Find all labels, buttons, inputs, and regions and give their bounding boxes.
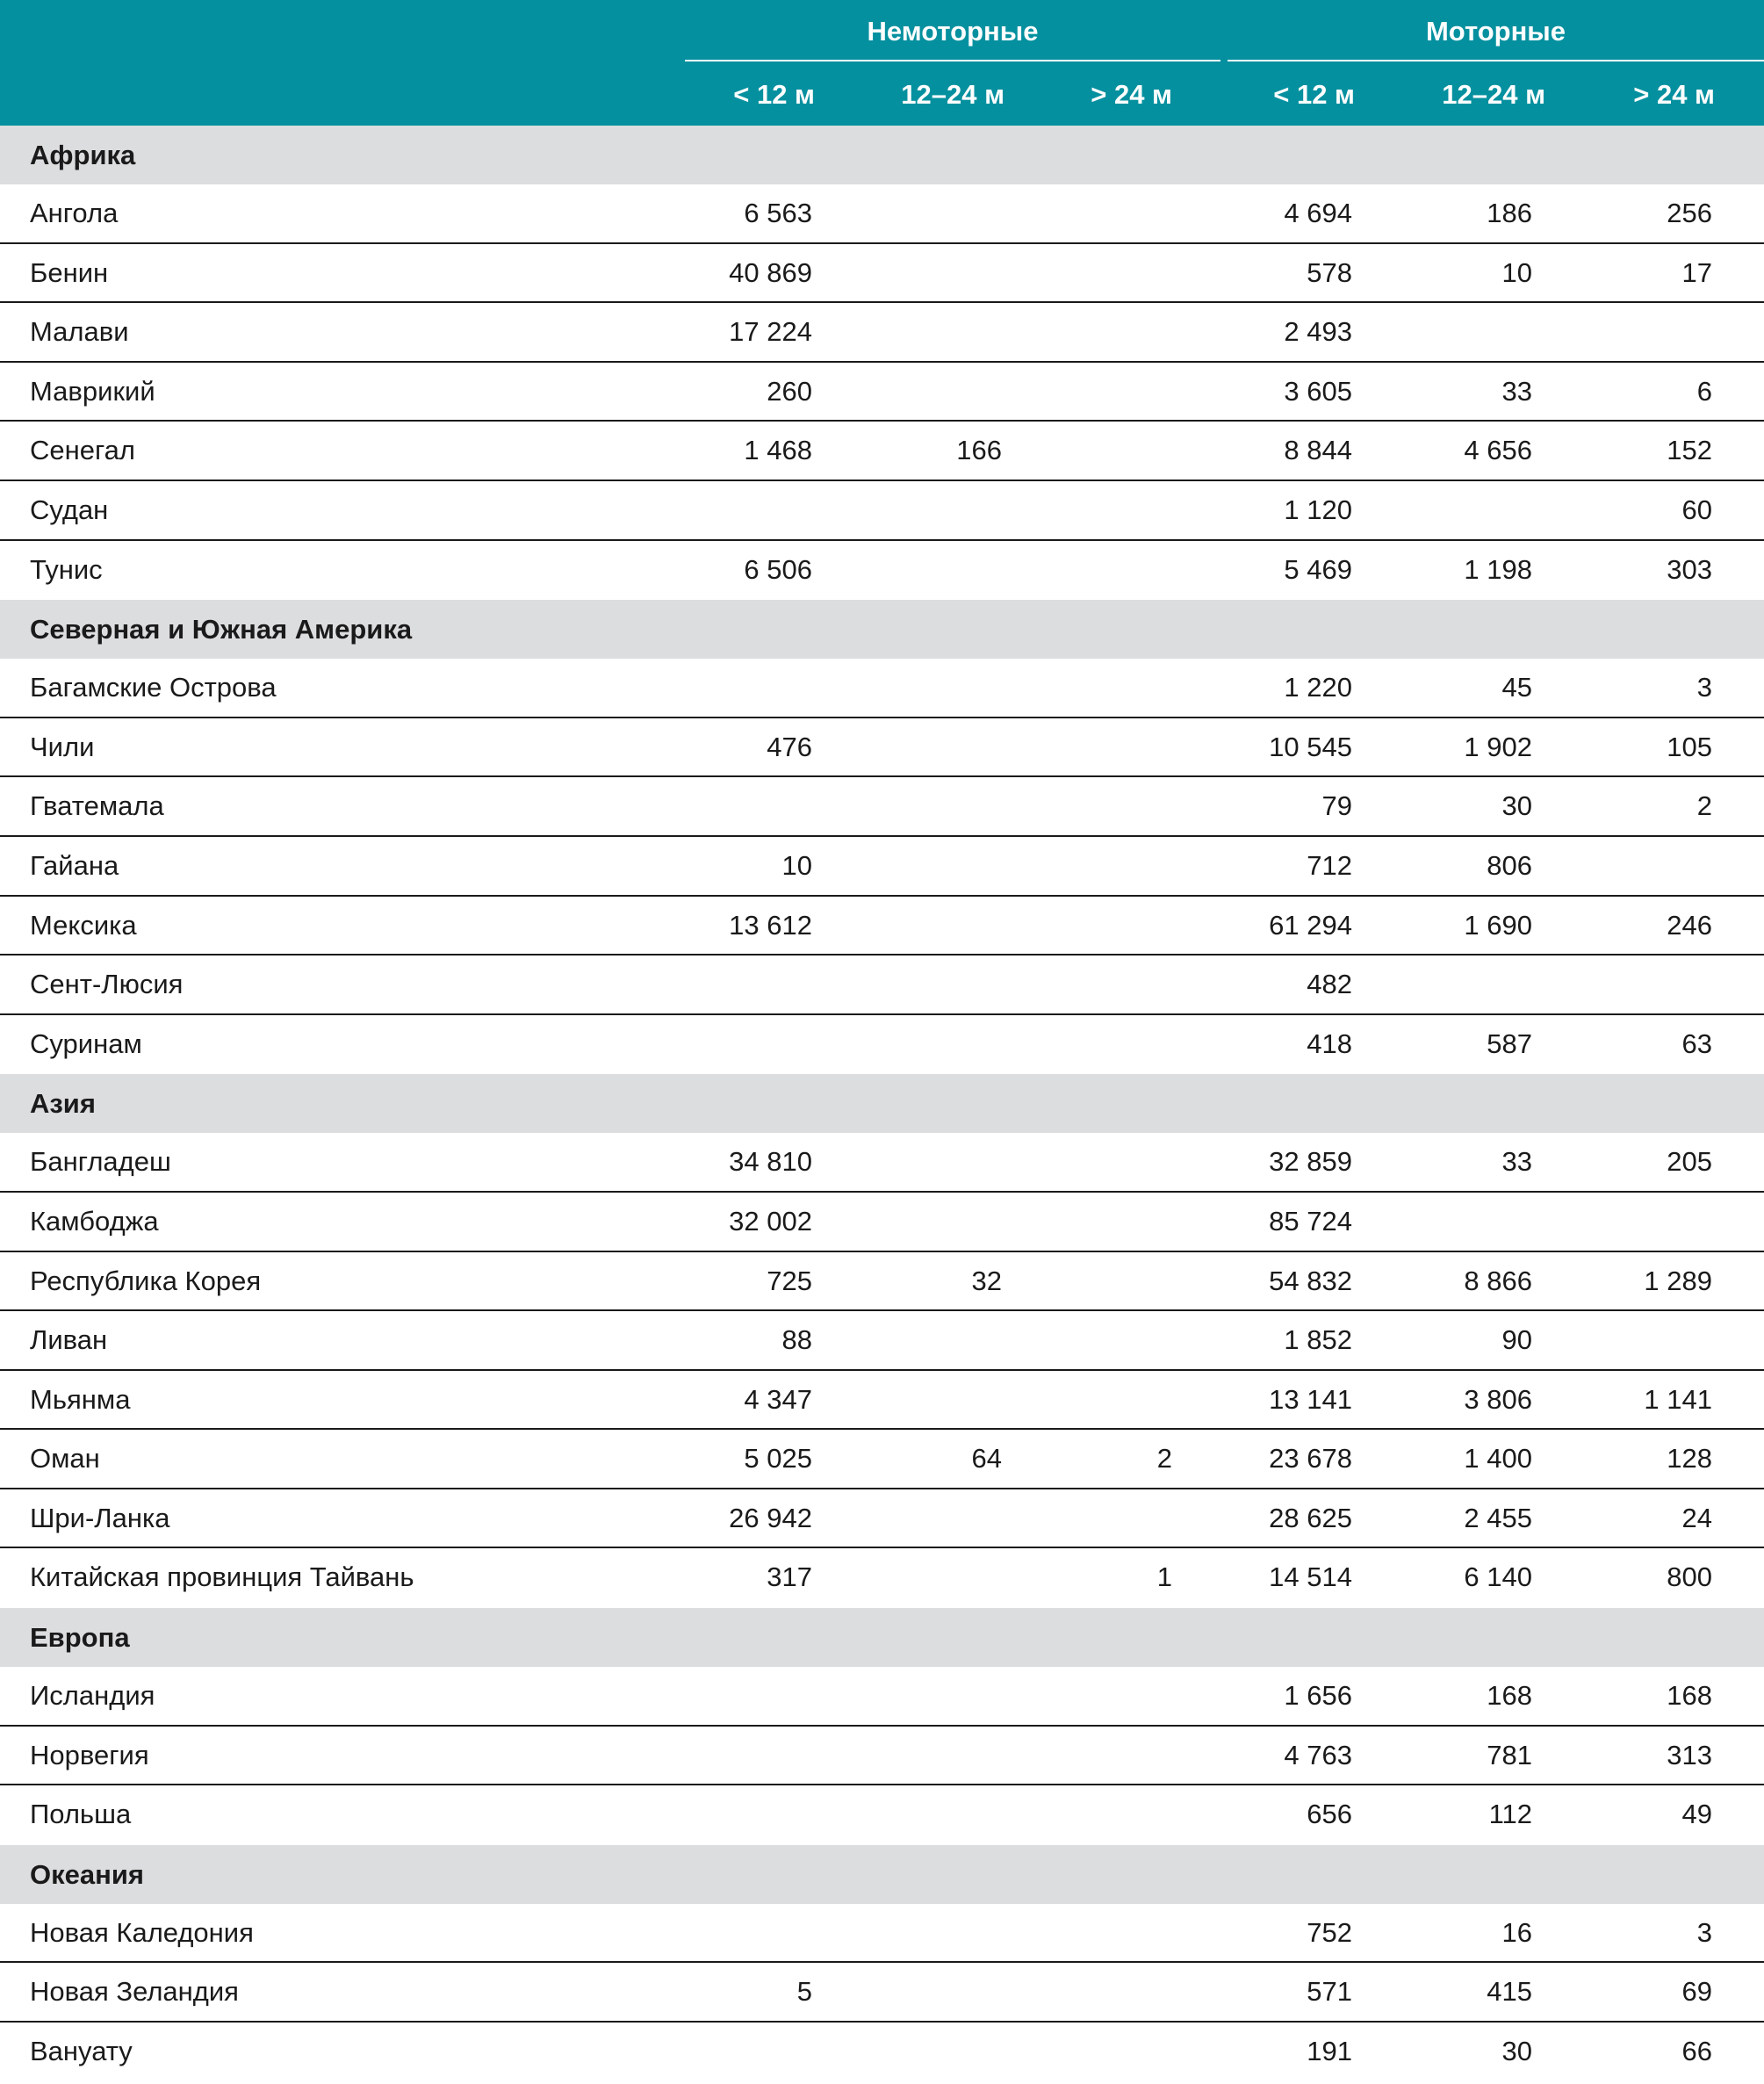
value-cell-non-motorized-gt24 xyxy=(997,244,1172,302)
country-cell: Вануату xyxy=(30,2036,133,2067)
value-cell-non-motorized-lt12 xyxy=(637,1904,812,1962)
value-cell-motorized-12-24: 30 xyxy=(1501,2036,1532,2067)
value-cell-motorized-12-24: 45 xyxy=(1501,672,1532,703)
table-row xyxy=(0,184,1764,244)
country-cell: Новая Каледония xyxy=(30,1916,254,1948)
value-cell-non-motorized-gt24 xyxy=(997,184,1172,242)
value-cell-non-motorized-lt12: 317 xyxy=(767,1561,812,1593)
country-cell: Новая Зеландия xyxy=(30,1976,239,2008)
value-cell-motorized-lt12: 5 469 xyxy=(1284,553,1352,585)
country-cell: Багамские Острова xyxy=(30,672,277,703)
value-cell-motorized-lt12: 3 605 xyxy=(1284,375,1352,407)
value-cell-non-motorized-lt12: 32 002 xyxy=(729,1205,812,1237)
value-cell-non-motorized-lt12: 26 942 xyxy=(729,1502,812,1533)
value-cell-non-motorized-gt24 xyxy=(997,897,1172,955)
value-cell-motorized-lt12: 10 545 xyxy=(1269,731,1352,762)
value-cell-motorized-12-24: 806 xyxy=(1487,849,1532,881)
value-cell-non-motorized-12-24 xyxy=(826,1311,1002,1369)
value-cell-non-motorized-12-24 xyxy=(826,837,1002,895)
value-cell-motorized-12-24 xyxy=(1357,1193,1532,1251)
value-cell-motorized-lt12: 656 xyxy=(1307,1799,1352,1830)
table-row xyxy=(0,837,1764,897)
value-cell-motorized-12-24 xyxy=(1357,303,1532,361)
country-cell: Суринам xyxy=(30,1028,142,1059)
table-row xyxy=(0,1489,1764,1549)
value-cell-non-motorized-12-24 xyxy=(826,481,1002,539)
table-body xyxy=(0,126,1764,2082)
value-cell-non-motorized-lt12: 13 612 xyxy=(729,909,812,941)
subheader-non-motorized-gt24: > 24 м xyxy=(1091,79,1172,110)
value-cell-motorized-gt24: 1 289 xyxy=(1644,1265,1712,1296)
subheader-motorized-lt12: < 12 м xyxy=(1273,79,1355,110)
value-cell-non-motorized-gt24 xyxy=(997,837,1172,895)
value-cell-non-motorized-gt24 xyxy=(997,1904,1172,1962)
value-cell-motorized-12-24: 16 xyxy=(1501,1916,1532,1948)
value-cell-non-motorized-12-24 xyxy=(826,955,1002,1013)
value-cell-non-motorized-gt24 xyxy=(997,1252,1172,1310)
value-cell-non-motorized-12-24 xyxy=(826,541,1002,599)
value-cell-non-motorized-lt12: 6 563 xyxy=(744,198,812,228)
value-cell-non-motorized-gt24: 2 xyxy=(1156,1443,1172,1475)
value-cell-non-motorized-12-24 xyxy=(826,897,1002,955)
value-cell-non-motorized-gt24 xyxy=(997,481,1172,539)
group-header-non-motorized: Немоторные xyxy=(867,16,1039,47)
country-cell: Сенегал xyxy=(30,435,135,466)
country-cell: Китайская провинция Тайвань xyxy=(30,1561,414,1593)
value-cell-non-motorized-12-24 xyxy=(826,1727,1002,1785)
value-cell-non-motorized-gt24 xyxy=(997,955,1172,1013)
table-row xyxy=(0,1311,1764,1371)
country-cell: Ангола xyxy=(30,198,119,228)
value-cell-motorized-lt12: 578 xyxy=(1307,256,1352,288)
value-cell-motorized-lt12: 54 832 xyxy=(1269,1265,1352,1296)
value-cell-non-motorized-12-24 xyxy=(826,184,1002,242)
value-cell-non-motorized-lt12 xyxy=(637,481,812,539)
value-cell-motorized-gt24: 205 xyxy=(1667,1146,1712,1178)
value-cell-non-motorized-12-24: 64 xyxy=(971,1443,1002,1475)
table-row xyxy=(0,718,1764,778)
value-cell-motorized-12-24: 168 xyxy=(1487,1680,1532,1712)
table-row xyxy=(0,1193,1764,1252)
value-cell-motorized-12-24: 1 690 xyxy=(1464,909,1532,941)
value-cell-motorized-gt24: 2 xyxy=(1696,790,1712,822)
value-cell-non-motorized-12-24 xyxy=(826,1785,1002,1843)
value-cell-motorized-lt12: 85 724 xyxy=(1269,1205,1352,1237)
country-cell: Камбоджа xyxy=(30,1205,159,1237)
table-row xyxy=(0,422,1764,481)
value-cell-motorized-gt24: 69 xyxy=(1681,1976,1712,2008)
value-cell-non-motorized-12-24 xyxy=(826,1371,1002,1429)
value-cell-non-motorized-gt24 xyxy=(997,659,1172,717)
value-cell-non-motorized-gt24 xyxy=(997,541,1172,599)
table-row xyxy=(0,1133,1764,1193)
value-cell-motorized-gt24 xyxy=(1537,955,1712,1013)
value-cell-motorized-gt24: 66 xyxy=(1681,2036,1712,2067)
value-cell-motorized-12-24: 30 xyxy=(1501,790,1532,822)
country-cell: Мьянма xyxy=(30,1383,131,1415)
value-cell-motorized-12-24 xyxy=(1357,481,1532,539)
country-cell: Ливан xyxy=(30,1324,108,1356)
table-row xyxy=(0,955,1764,1015)
group-header-motorized: Моторные xyxy=(1425,16,1566,47)
value-cell-motorized-12-24: 33 xyxy=(1501,1146,1532,1178)
value-cell-non-motorized-gt24 xyxy=(997,422,1172,480)
country-cell: Судан xyxy=(30,494,109,525)
value-cell-motorized-lt12: 8 844 xyxy=(1284,435,1352,466)
value-cell-motorized-12-24: 8 866 xyxy=(1464,1265,1532,1296)
subheader-non-motorized-lt12: < 12 м xyxy=(733,79,815,110)
value-cell-motorized-lt12: 712 xyxy=(1307,849,1352,881)
value-cell-non-motorized-lt12 xyxy=(637,1667,812,1725)
value-cell-non-motorized-lt12: 34 810 xyxy=(729,1146,812,1178)
subheader-motorized-gt24: > 24 м xyxy=(1633,79,1715,110)
value-cell-motorized-12-24: 186 xyxy=(1487,198,1532,228)
value-cell-motorized-lt12: 482 xyxy=(1307,969,1352,1000)
table-row xyxy=(0,1252,1764,1312)
table-row xyxy=(0,1963,1764,2023)
section-header: Африка xyxy=(0,126,1764,184)
value-cell-motorized-lt12: 4 694 xyxy=(1284,198,1352,228)
value-cell-non-motorized-lt12: 88 xyxy=(781,1324,812,1356)
value-cell-non-motorized-12-24 xyxy=(826,1489,1002,1547)
subheader-non-motorized-12-24: 12–24 м xyxy=(901,79,1004,110)
table-row xyxy=(0,541,1764,601)
value-cell-motorized-gt24: 152 xyxy=(1667,435,1712,466)
value-cell-non-motorized-12-24 xyxy=(826,363,1002,421)
table-row xyxy=(0,1015,1764,1075)
table-row xyxy=(0,481,1764,541)
value-cell-motorized-gt24: 60 xyxy=(1681,494,1712,525)
section-header: Океания xyxy=(0,1845,1764,1904)
country-cell: Мексика xyxy=(30,909,137,941)
section-header: Азия xyxy=(0,1074,1764,1133)
section-header: Европа xyxy=(0,1608,1764,1667)
table-row xyxy=(0,1548,1764,1608)
value-cell-non-motorized-lt12 xyxy=(637,1015,812,1073)
value-cell-motorized-12-24: 4 656 xyxy=(1464,435,1532,466)
value-cell-motorized-12-24: 33 xyxy=(1501,375,1532,407)
table-row xyxy=(0,1371,1764,1431)
value-cell-non-motorized-gt24 xyxy=(997,1311,1172,1369)
value-cell-motorized-12-24: 1 400 xyxy=(1464,1443,1532,1475)
value-cell-non-motorized-lt12: 17 224 xyxy=(729,316,812,348)
table-row xyxy=(0,777,1764,837)
value-cell-non-motorized-gt24 xyxy=(997,1667,1172,1725)
value-cell-non-motorized-gt24 xyxy=(997,1015,1172,1073)
value-cell-non-motorized-12-24 xyxy=(826,718,1002,776)
country-cell: Малави xyxy=(30,316,129,348)
group-rule-motorized xyxy=(1228,60,1764,61)
value-cell-non-motorized-gt24 xyxy=(997,1963,1172,2021)
value-cell-non-motorized-lt12: 1 468 xyxy=(744,435,812,466)
value-cell-non-motorized-12-24 xyxy=(826,1963,1002,2021)
value-cell-non-motorized-lt12: 6 506 xyxy=(744,553,812,585)
value-cell-non-motorized-gt24 xyxy=(997,1193,1172,1251)
value-cell-motorized-gt24 xyxy=(1537,1311,1712,1369)
value-cell-motorized-lt12: 571 xyxy=(1307,1976,1352,2008)
value-cell-motorized-gt24 xyxy=(1537,303,1712,361)
value-cell-motorized-gt24: 17 xyxy=(1681,256,1712,288)
value-cell-motorized-lt12: 1 220 xyxy=(1284,672,1352,703)
value-cell-motorized-12-24: 6 140 xyxy=(1464,1561,1532,1593)
country-cell: Шри-Ланка xyxy=(30,1502,170,1533)
value-cell-non-motorized-12-24 xyxy=(826,1904,1002,1962)
country-cell: Чили xyxy=(30,731,95,762)
table-row xyxy=(0,363,1764,422)
value-cell-motorized-12-24: 112 xyxy=(1488,1799,1532,1830)
value-cell-non-motorized-12-24 xyxy=(826,1548,1002,1606)
country-cell: Республика Корея xyxy=(30,1265,262,1296)
value-cell-non-motorized-12-24 xyxy=(826,1133,1002,1191)
value-cell-non-motorized-gt24 xyxy=(997,363,1172,421)
table-header xyxy=(0,0,1764,126)
value-cell-motorized-lt12: 28 625 xyxy=(1269,1502,1352,1533)
value-cell-non-motorized-lt12 xyxy=(637,659,812,717)
section-header: Северная и Южная Америка xyxy=(0,600,1764,659)
value-cell-non-motorized-lt12: 4 347 xyxy=(744,1383,812,1415)
table-row xyxy=(0,1904,1764,1964)
value-cell-motorized-lt12: 13 141 xyxy=(1269,1383,1352,1415)
value-cell-non-motorized-lt12: 260 xyxy=(767,375,812,407)
country-cell: Сент-Люсия xyxy=(30,969,184,1000)
table-row xyxy=(0,244,1764,304)
value-cell-motorized-12-24: 1 902 xyxy=(1464,731,1532,762)
table-row xyxy=(0,1727,1764,1786)
value-cell-motorized-gt24: 256 xyxy=(1667,198,1712,228)
value-cell-non-motorized-12-24 xyxy=(826,1667,1002,1725)
value-cell-motorized-lt12: 2 493 xyxy=(1284,316,1352,348)
value-cell-non-motorized-lt12 xyxy=(637,1727,812,1785)
country-cell: Гайана xyxy=(30,849,119,881)
value-cell-non-motorized-gt24 xyxy=(997,1489,1172,1547)
value-cell-non-motorized-12-24 xyxy=(826,244,1002,302)
value-cell-non-motorized-12-24 xyxy=(826,1193,1002,1251)
value-cell-non-motorized-gt24 xyxy=(997,2023,1172,2080)
value-cell-non-motorized-gt24 xyxy=(997,1785,1172,1843)
value-cell-motorized-gt24: 3 xyxy=(1696,1916,1712,1948)
table-row xyxy=(0,303,1764,363)
country-cell: Оман xyxy=(30,1443,100,1475)
table-row xyxy=(0,1785,1764,1845)
value-cell-motorized-gt24: 246 xyxy=(1667,909,1712,941)
value-cell-non-motorized-lt12: 725 xyxy=(767,1265,812,1296)
value-cell-motorized-gt24: 24 xyxy=(1681,1502,1712,1533)
value-cell-motorized-12-24: 587 xyxy=(1487,1028,1532,1059)
value-cell-motorized-lt12: 23 678 xyxy=(1269,1443,1352,1475)
table-row xyxy=(0,1667,1764,1727)
value-cell-non-motorized-gt24 xyxy=(997,1133,1172,1191)
value-cell-non-motorized-lt12: 40 869 xyxy=(729,256,812,288)
value-cell-non-motorized-12-24 xyxy=(826,303,1002,361)
value-cell-motorized-lt12: 418 xyxy=(1307,1028,1352,1059)
country-cell: Гватемала xyxy=(30,790,164,822)
value-cell-motorized-gt24 xyxy=(1537,1193,1712,1251)
country-cell: Норвегия xyxy=(30,1739,149,1770)
country-cell: Исландия xyxy=(30,1680,155,1712)
value-cell-motorized-gt24: 168 xyxy=(1667,1680,1712,1712)
value-cell-motorized-lt12: 1 852 xyxy=(1284,1324,1352,1356)
value-cell-motorized-lt12: 1 656 xyxy=(1284,1680,1352,1712)
value-cell-motorized-gt24: 63 xyxy=(1681,1028,1712,1059)
value-cell-motorized-12-24: 10 xyxy=(1501,256,1532,288)
value-cell-motorized-lt12: 1 120 xyxy=(1284,494,1352,525)
country-cell: Бангладеш xyxy=(30,1146,171,1178)
value-cell-motorized-12-24: 781 xyxy=(1487,1739,1532,1770)
value-cell-non-motorized-12-24 xyxy=(826,659,1002,717)
value-cell-motorized-lt12: 4 763 xyxy=(1284,1739,1352,1770)
table-row xyxy=(0,1430,1764,1489)
value-cell-motorized-gt24: 313 xyxy=(1667,1739,1712,1770)
value-cell-motorized-gt24: 3 xyxy=(1696,672,1712,703)
country-cell: Польша xyxy=(30,1799,132,1830)
value-cell-motorized-gt24 xyxy=(1537,837,1712,895)
value-cell-motorized-gt24: 800 xyxy=(1667,1561,1712,1593)
value-cell-motorized-gt24: 6 xyxy=(1696,375,1712,407)
value-cell-non-motorized-lt12 xyxy=(637,955,812,1013)
value-cell-non-motorized-12-24 xyxy=(826,2023,1002,2080)
table-row xyxy=(0,897,1764,956)
value-cell-motorized-lt12: 191 xyxy=(1307,2036,1352,2067)
value-cell-motorized-gt24: 105 xyxy=(1667,731,1712,762)
value-cell-non-motorized-gt24: 1 xyxy=(1156,1561,1172,1593)
country-cell: Маврикий xyxy=(30,375,155,407)
value-cell-motorized-lt12: 752 xyxy=(1307,1916,1352,1948)
value-cell-motorized-lt12: 61 294 xyxy=(1269,909,1352,941)
value-cell-non-motorized-gt24 xyxy=(997,1727,1172,1785)
value-cell-motorized-lt12: 32 859 xyxy=(1269,1146,1352,1178)
value-cell-non-motorized-12-24 xyxy=(826,1015,1002,1073)
value-cell-motorized-gt24: 49 xyxy=(1681,1799,1712,1830)
value-cell-non-motorized-12-24: 166 xyxy=(956,435,1002,466)
value-cell-motorized-lt12: 14 514 xyxy=(1269,1561,1352,1593)
value-cell-non-motorized-lt12: 476 xyxy=(767,731,812,762)
country-cell: Тунис xyxy=(30,553,103,585)
value-cell-non-motorized-lt12 xyxy=(637,2023,812,2080)
value-cell-non-motorized-gt24 xyxy=(997,1371,1172,1429)
value-cell-motorized-gt24: 128 xyxy=(1667,1443,1712,1475)
value-cell-motorized-gt24: 1 141 xyxy=(1644,1383,1712,1415)
value-cell-non-motorized-12-24: 32 xyxy=(971,1265,1002,1296)
value-cell-motorized-12-24: 415 xyxy=(1487,1976,1532,2008)
value-cell-non-motorized-lt12: 10 xyxy=(781,849,812,881)
value-cell-non-motorized-lt12: 5 025 xyxy=(744,1443,812,1475)
value-cell-motorized-12-24: 2 455 xyxy=(1464,1502,1532,1533)
value-cell-motorized-12-24: 90 xyxy=(1501,1324,1532,1356)
table-row xyxy=(0,2023,1764,2082)
value-cell-motorized-gt24: 303 xyxy=(1667,553,1712,585)
value-cell-non-motorized-lt12 xyxy=(637,1785,812,1843)
value-cell-non-motorized-gt24 xyxy=(997,718,1172,776)
value-cell-motorized-12-24 xyxy=(1357,955,1532,1013)
value-cell-motorized-12-24: 1 198 xyxy=(1464,553,1532,585)
value-cell-non-motorized-lt12: 5 xyxy=(796,1976,812,2008)
country-cell: Бенин xyxy=(30,256,109,288)
value-cell-non-motorized-12-24 xyxy=(826,777,1002,835)
subheader-motorized-12-24: 12–24 м xyxy=(1442,79,1545,110)
value-cell-motorized-lt12: 79 xyxy=(1321,790,1352,822)
group-rule-non-motorized xyxy=(685,60,1220,61)
value-cell-non-motorized-gt24 xyxy=(997,777,1172,835)
value-cell-non-motorized-lt12 xyxy=(637,777,812,835)
table-row xyxy=(0,659,1764,718)
value-cell-non-motorized-gt24 xyxy=(997,303,1172,361)
value-cell-motorized-12-24: 3 806 xyxy=(1464,1383,1532,1415)
